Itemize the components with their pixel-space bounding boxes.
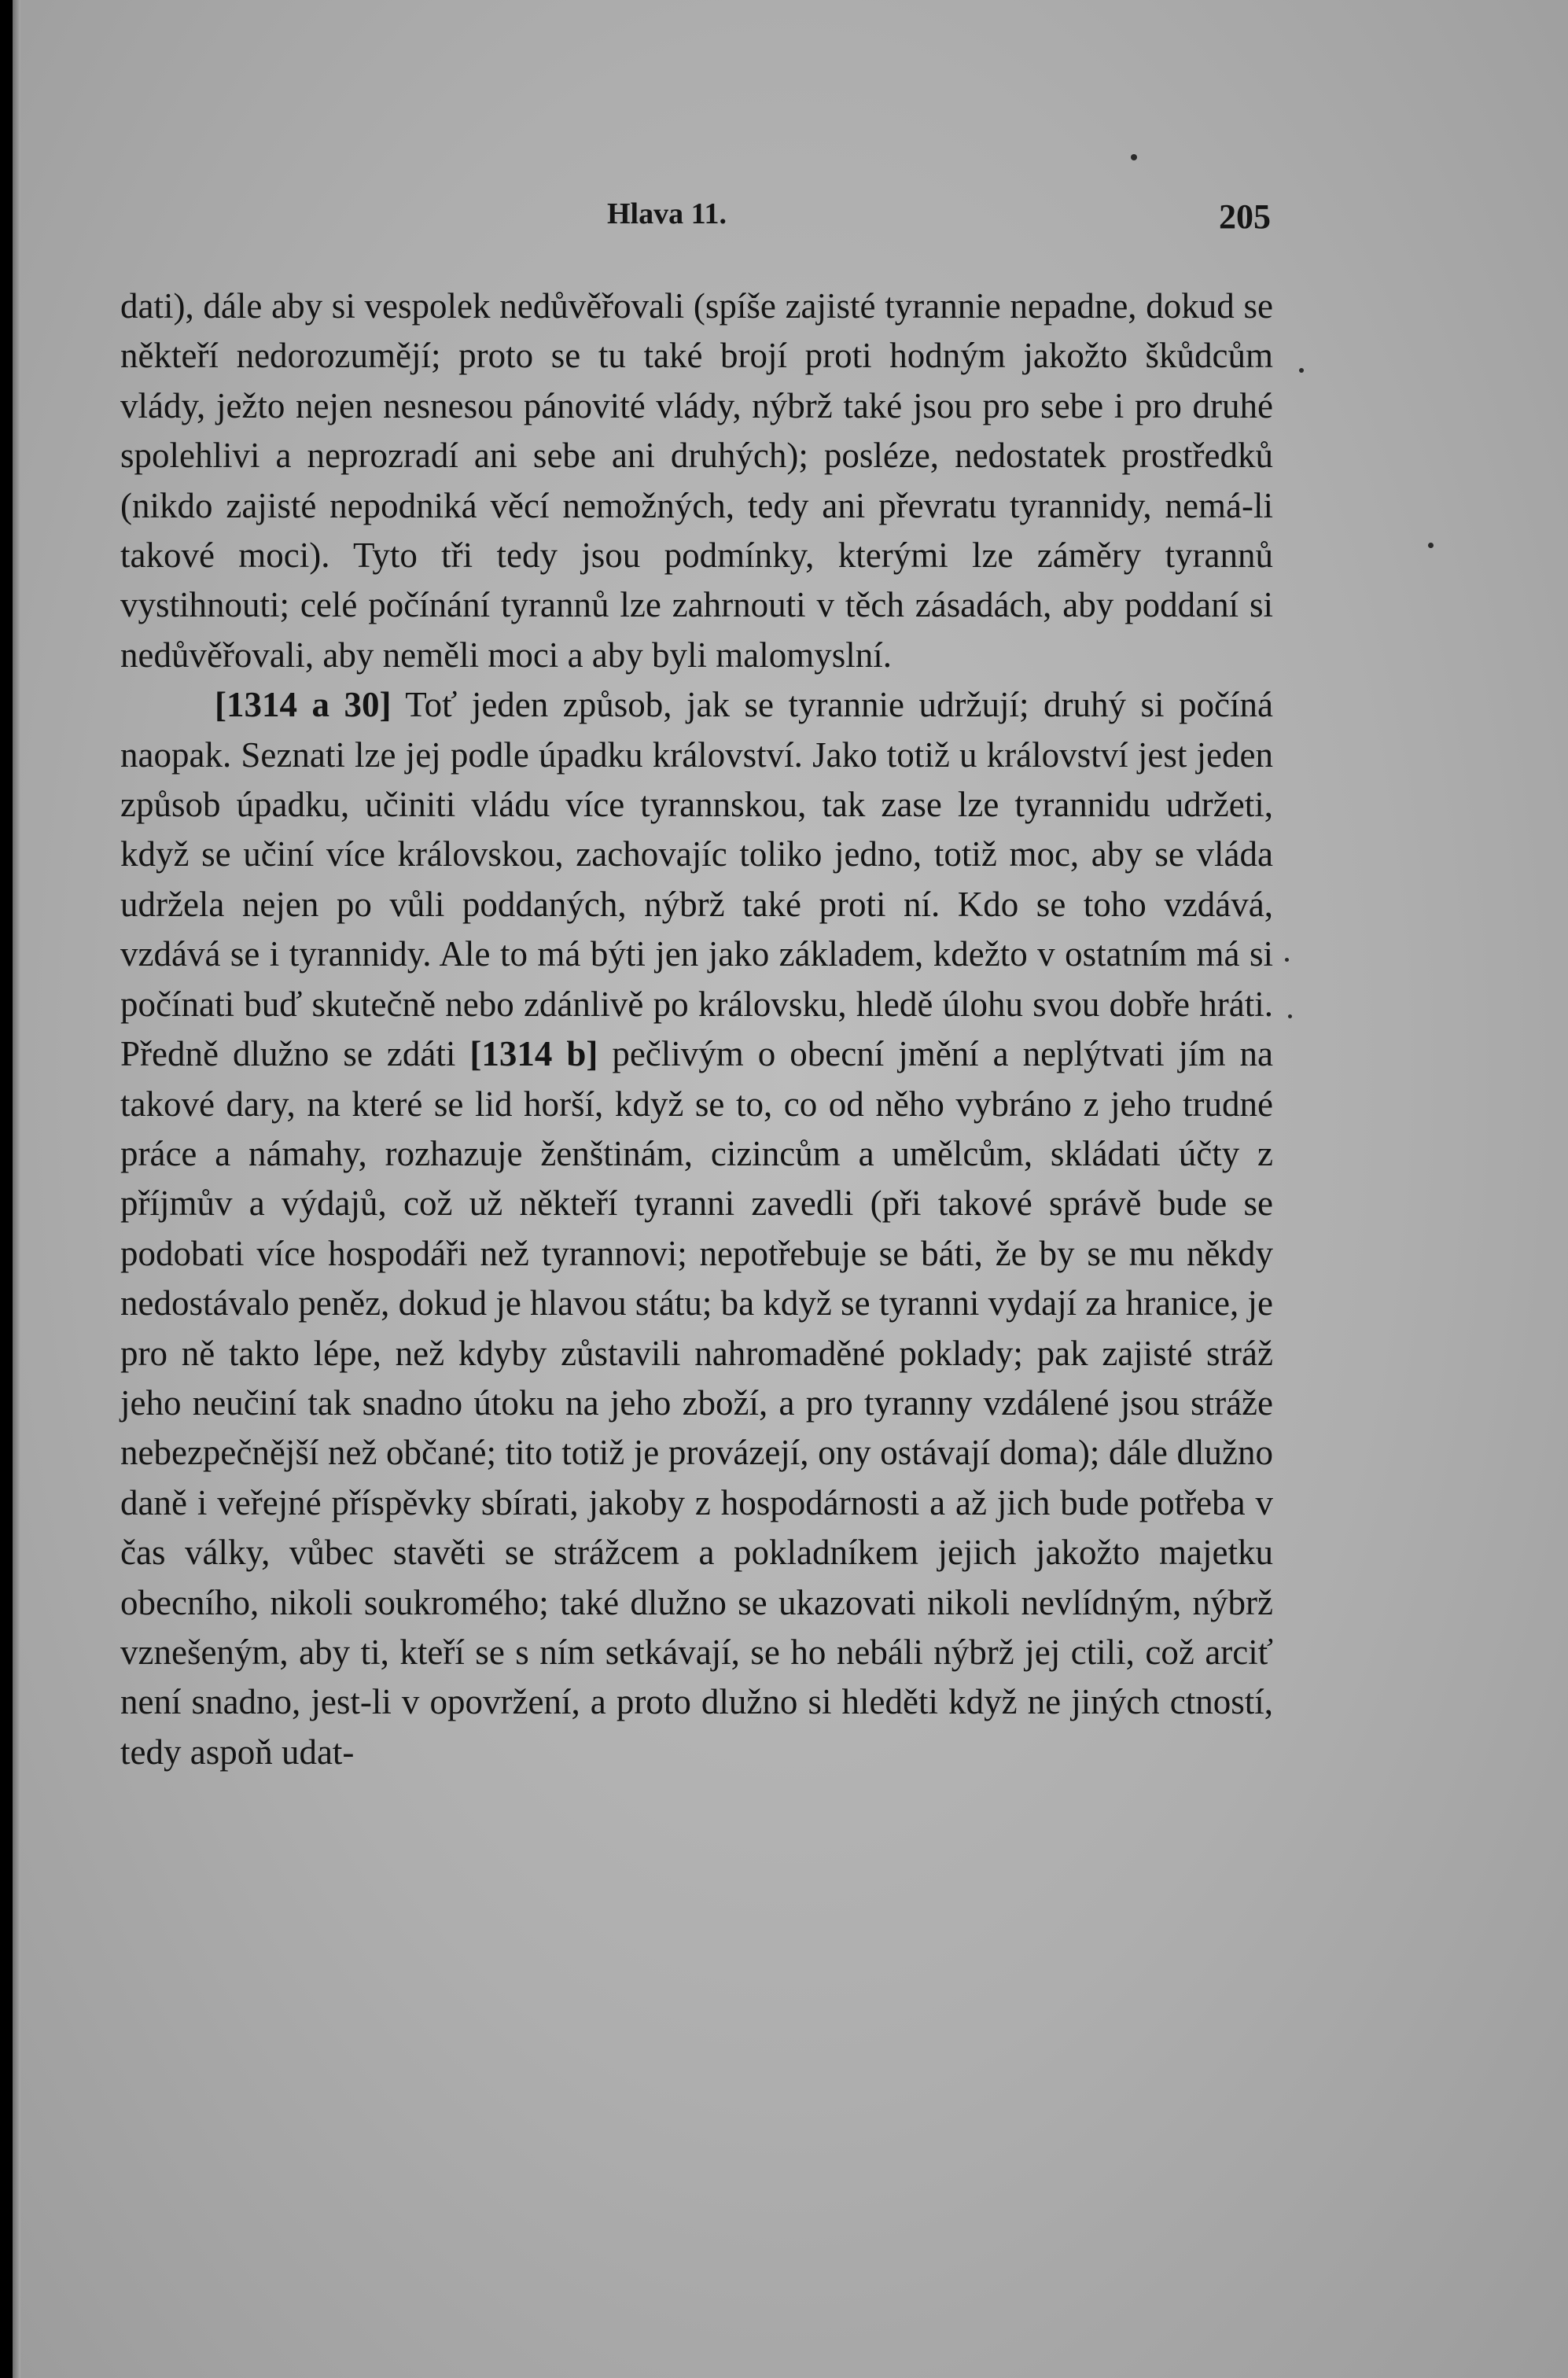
bekker-reference: [1314 b]: [469, 1034, 598, 1074]
paragraph-2: [120, 680, 1273, 1777]
paragraph-2-text-part-1: Toť jeden způsob, jak se tyrannie udržují; druhý si počíná naopak. Seznati lze jej podle úpadku království. Jako totiž u království jest jeden způsob úpadku, učiniti vládu více tyrannskou, tak zase lze tyrannidu udržeti, když se učiní více královskou, zachovajíc toliko jedno, totiž moc, aby se vláda udržela nejen po vůli poddaných, nýbrž také proti ní. Kdo se toho vzdává, vzdává se i tyrannidy. Ale to má býti jen jako základem, kdežto v ostatním má si počínati buď skutečně nebo zdánlivě po královsku, hledě úlohu svou dobře hráti. Předně dlužno se zdáti: [120, 685, 1273, 1074]
chapter-title: Hlava 11.: [607, 197, 727, 230]
paragraph-1: dati), dále aby si vespolek nedůvěřovali (spíše zajisté tyrannie nepadne, dokud se někteří nedorozumějí; proto se tu také brojí proti hodným jakožto škůdcům vlády, ježto nejen nesnesou pánovité vlády, nýbrž také jsou pro sebe i pro druhé spolehlivi a neprozradí ani sebe ani druhých); posléze, nedostatek prostředků (nikdo zajisté nepodniká věcí nemožných, tedy ani převratu tyrannidy, nemá-li takové moci). Tyto tři tedy jsou podmínky, kterými lze záměry tyrannů vystihnouti; celé počínání tyrannů lze zahrnouti v těch zásadách, aby poddaní si nedůvěřovali, aby neměli moci a aby byli malomyslní.: [120, 286, 1273, 675]
scan-speck: [1299, 368, 1304, 373]
scan-speck: [1131, 154, 1137, 160]
scan-speck: [1288, 1014, 1292, 1018]
book-page: [13, 0, 1568, 2378]
scan-speck: [1428, 543, 1434, 548]
running-header: [123, 197, 1271, 244]
paragraph-2-text-part-2: pečlivým o obecní jmění a neplýtvati jím na takové dary, na které se lid horší, když se to, co od něho vybráno z jeho trudné práce a námahy, rozhazuje ženštinám, cizincům a umělcům, skládati účty z příjmův a výdajů, což už někteří tyranni zavedli (při takové správě bude se podobati více hospodáři než tyrannovi; nepotřebuje se báti, že by se mu někdy nedostávalo peněz, dokud je hlavou státu; ba když se tyranni vydají za hranice, je pro ně takto lépe, než kdyby zůstavili nahromaděné poklady; pak zajisté stráž jeho neučiní tak snadno útoku na jeho zboží, a pro tyranny vzdálené jsou stráže nebezpečnější než občané; tito totiž je provázejí, ony ostávají doma); dále dlužno daně i veřejné příspěvky sbírati, jakoby z hospodárnosti a až jich bude potřeba v čas války, vůbec stavěti se strážcem a pokladníkem jejich jakožto majetku obecního, nikoli soukromého; také dlužno se ukazovati nikoli nevlídným, nýbrž vznešeným, aby ti, kteří se s ním setkávají, se ho nebáli nýbrž jej ctili, což arciť není snadno, jest-li v opovržení, a proto dlužno si hleděti když ne jiných ctností, tedy aspoň udat-: [120, 1034, 1274, 1772]
page-number: 205: [1219, 197, 1271, 236]
bekker-reference: [1314 a 30]: [215, 685, 392, 725]
scan-speck: [1285, 958, 1289, 962]
page-edge-shadow: [13, 0, 20, 2378]
body-text: [120, 282, 1273, 1777]
